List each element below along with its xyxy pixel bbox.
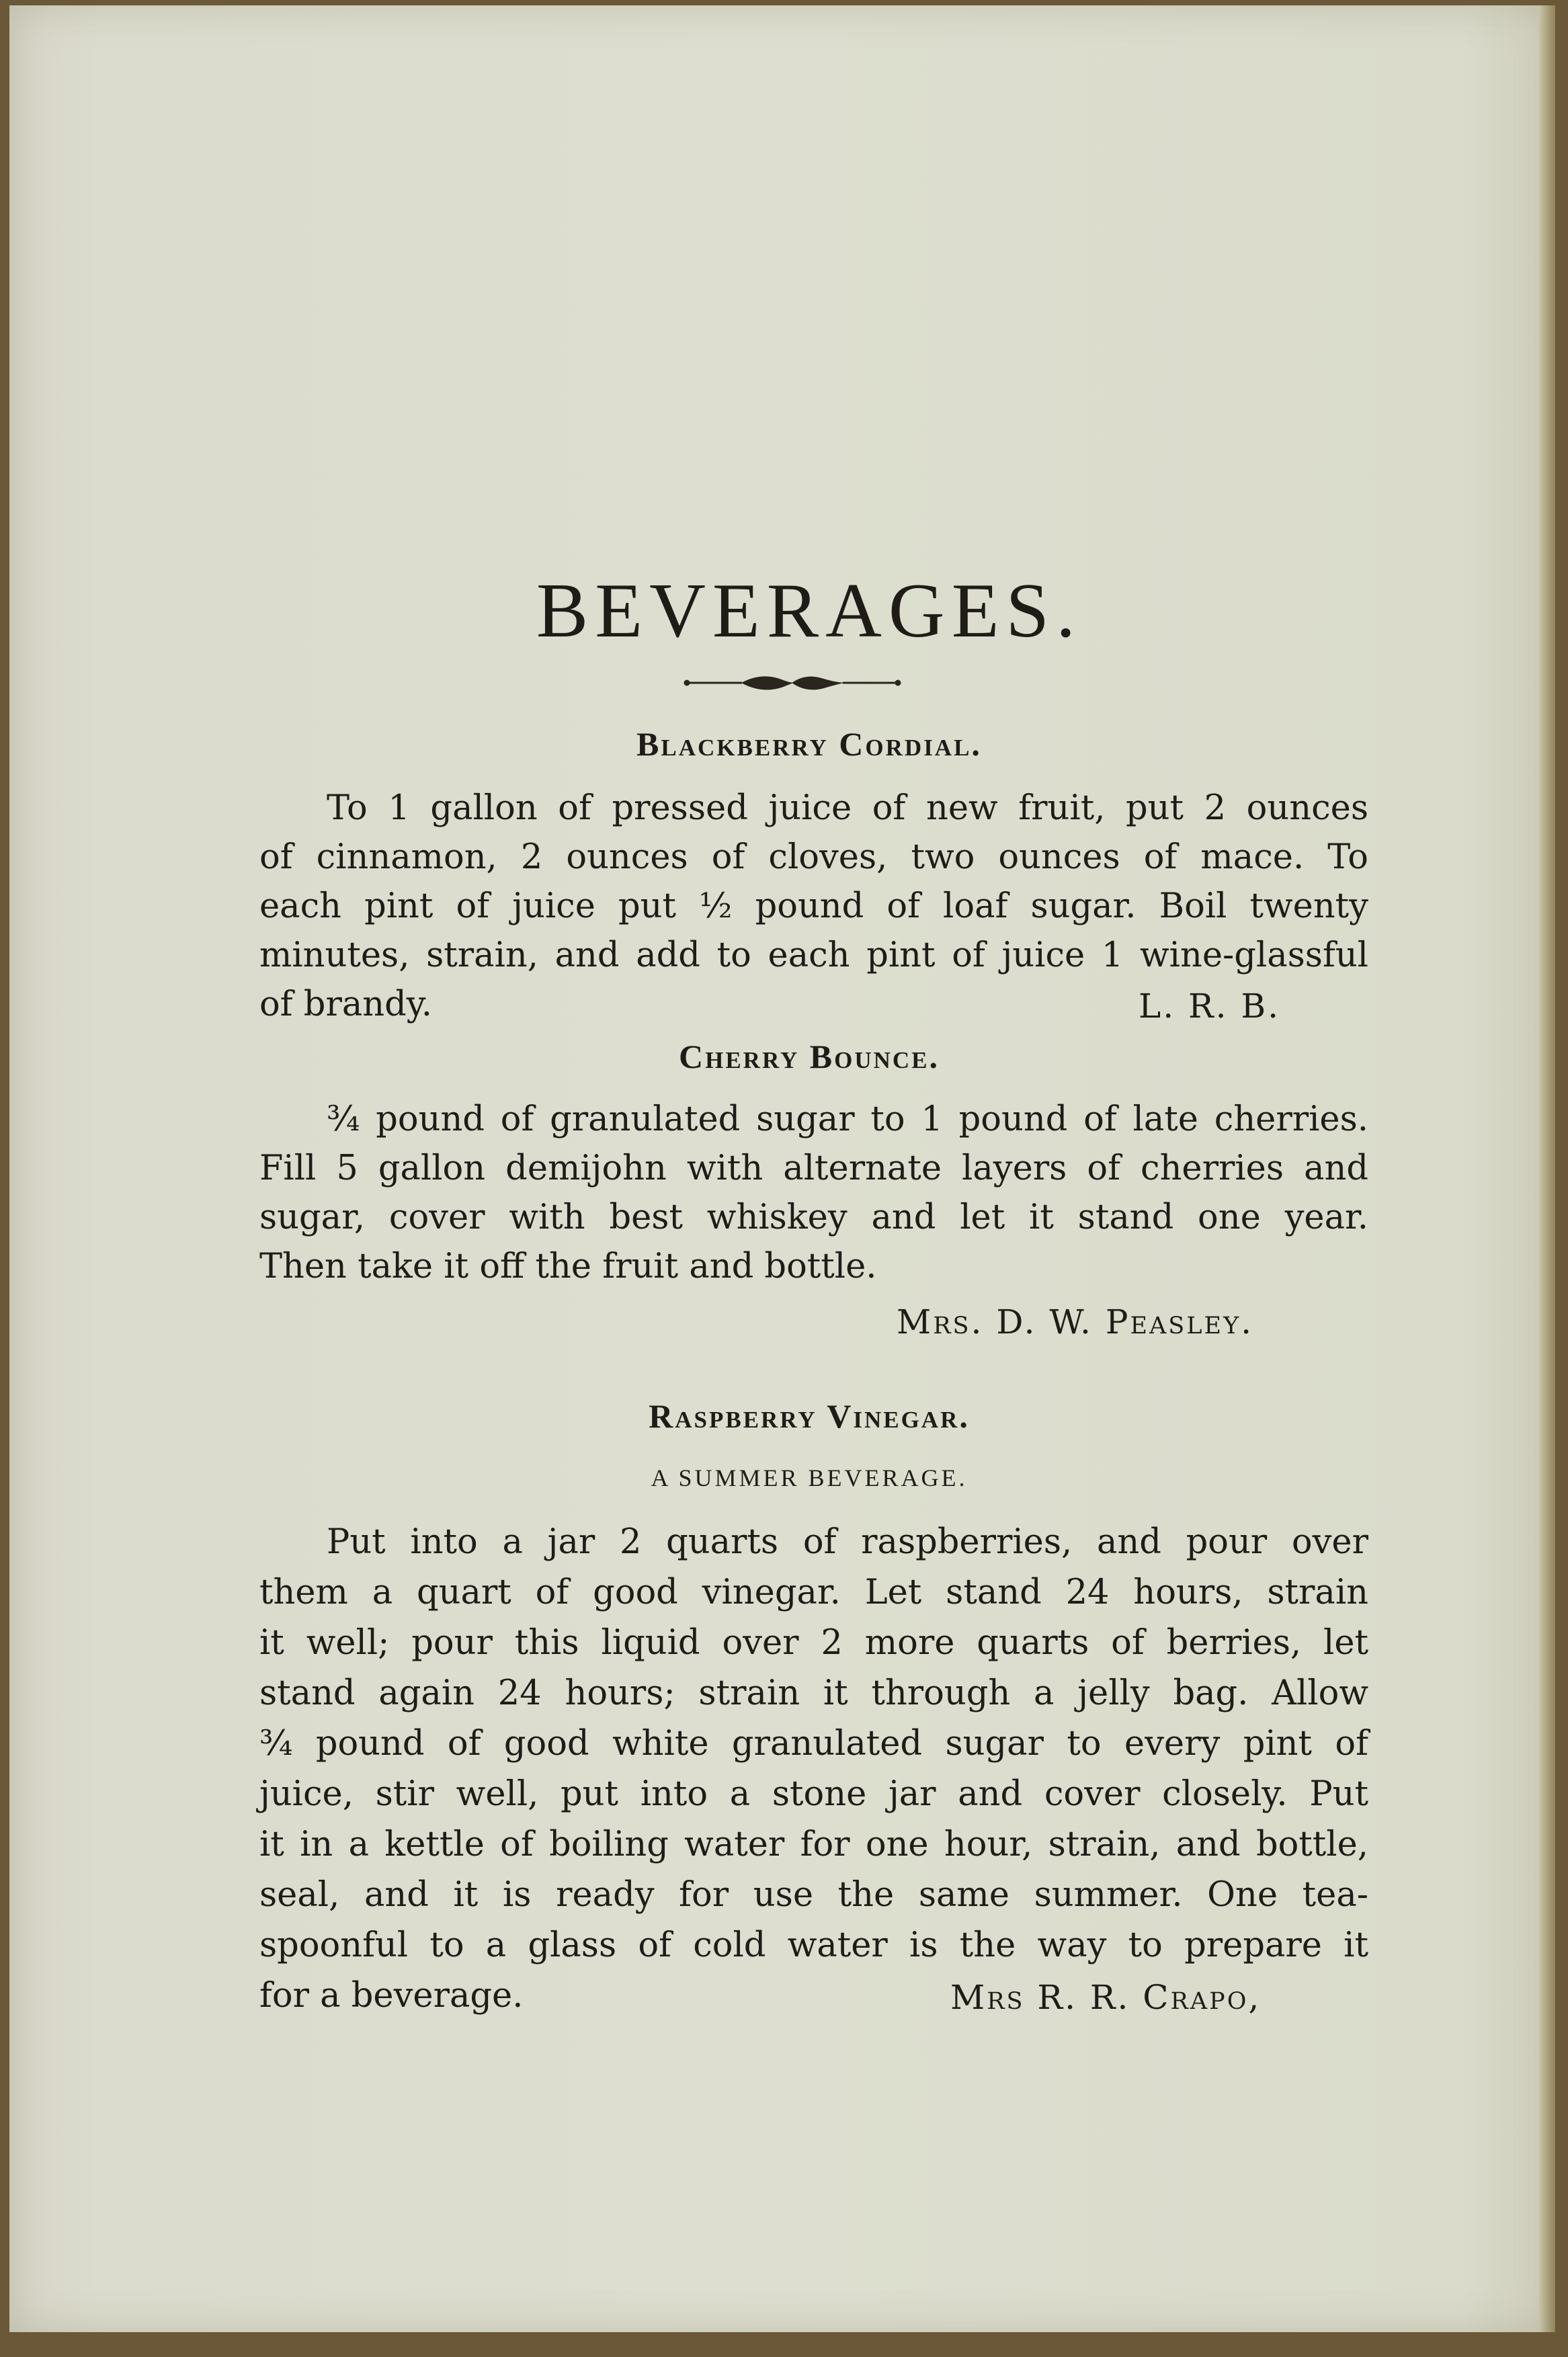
recipe-text-line: Then take it off the fruit and bottle. xyxy=(259,1247,877,1286)
recipe-title-raspberry-vinegar: Raspberry Vinegar. xyxy=(649,1397,970,1435)
recipe-text-line: ¾ pound of granulated sugar to 1 pound of late cherries. xyxy=(327,1100,1368,1139)
recipe-text-line: each pint of juice put ½ pound of loaf sugar. Boil twenty xyxy=(259,886,1368,926)
recipe-text-line: sugar, cover with best whiskey and let it stand one year. xyxy=(259,1198,1368,1237)
recipe-signature: Mrs. D. W. Peasley. xyxy=(897,1302,1254,1341)
recipe-text-line: of cinnamon, 2 ounces of cloves, two ounces of mace. To xyxy=(259,837,1368,877)
recipe-text-line: it well; pour this liquid over 2 more quarts of berries, let xyxy=(259,1623,1368,1663)
recipe-title-cherry-bounce: Cherry Bounce. xyxy=(678,1038,940,1075)
recipe-text-line: of brandy. xyxy=(259,985,432,1024)
recipe-text-line: for a beverage. xyxy=(259,1976,524,2016)
recipe-text-line: them a quart of good vinegar. Let stand 24 hours, strain xyxy=(259,1573,1368,1612)
recipe-signature: Mrs R. R. Crapo, xyxy=(950,1978,1262,2017)
recipe-text-line: ¾ pound of good white granulated sugar to every pint of xyxy=(259,1724,1368,1764)
recipe-text-line: it in a kettle of boiling water for one hour, strain, and bottle, xyxy=(259,1825,1368,1864)
recipe-text-line: To 1 gallon of pressed juice of new fruit, put 2 ounces xyxy=(327,788,1368,828)
recipe-signature: L. R. B. xyxy=(1139,987,1281,1026)
recipe-text-line: seal, and it is ready for use the same summer. One tea- xyxy=(259,1875,1368,1915)
page-title: BEVERAGES. xyxy=(536,568,1083,654)
recipe-subtitle: A SUMMER BEVERAGE. xyxy=(651,1464,968,1491)
ornament-divider-icon xyxy=(682,669,903,696)
book-spine-edge xyxy=(1539,5,1555,2332)
recipe-text-line: stand again 24 hours; strain it through a jelly bag. Allow xyxy=(259,1673,1368,1713)
recipe-text-line: Fill 5 gallon demijohn with alternate layers of cherries and xyxy=(259,1149,1368,1188)
recipe-text-line: minutes, strain, and add to each pint of juice 1 wine-glassful xyxy=(259,936,1368,975)
recipe-text-line: spoonful to a glass of cold water is the way to prepare it xyxy=(259,1926,1368,1965)
recipe-text-line: Put into a jar 2 quarts of raspberries, and pour over xyxy=(327,1522,1368,1562)
recipe-title-blackberry-cordial: Blackberry Cordial. xyxy=(636,725,982,763)
recipe-text-line: juice, stir well, put into a stone jar and cover closely. Put xyxy=(259,1774,1368,1814)
book-page xyxy=(9,5,1555,2332)
